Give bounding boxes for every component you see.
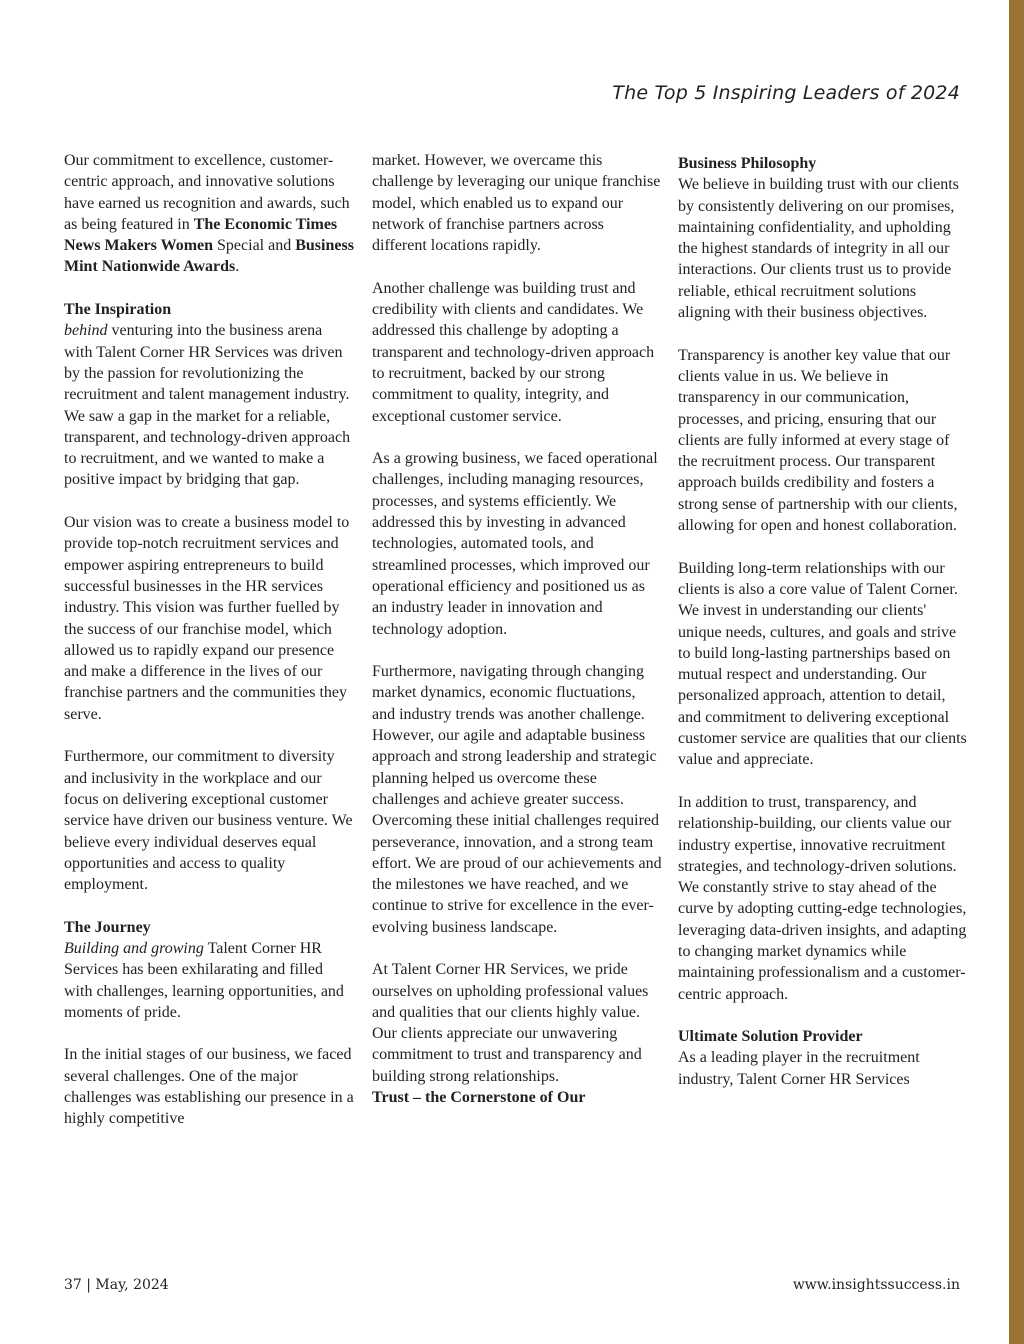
heading-ultimate: Ultimate Solution Provider — [678, 1028, 863, 1046]
paragraph-awards: Our commitment to excellence, customer-centric approach, and innovative solutions have earned us recognition and awards, such as being featured in The Economic Times News Makers Women Special and Business Mint Nationwide Awards. — [64, 152, 354, 276]
page-number: 37 | May, 2024 — [64, 1277, 169, 1293]
paragraph-market-dynamics: Furthermore, navigating through changing market dynamics, economic fluctuations, and industry trends was another challenge. However, our agile and adaptable business approach and strong leadership and strategic planning helped us overcome these challenges and achieve greater success. Overcoming these initial challenges required perseverance, innovation, and a strong team effort. We are proud of our achievements and the milestones we have reached, and we continue to strive for excellence in the ever-evolving business landscape. — [372, 663, 662, 936]
paragraph-values: At Talent Corner HR Services, we pride ourselves on upholding professional values and qualities that our clients highly value. Our clients appreciate our unwavering commitment to trust and transparency and building strong relationships. Trust – the Cornerstone of Our — [372, 961, 649, 1107]
heading-inspiration: The Inspiration — [64, 301, 172, 319]
paragraph-transparency: Transparency is another key value that our clients value in us. We believe in transparency in our communication, processes, and pricing, ensuring that our clients are fully informed at every stage of the recruitment process. Our transparent approach builds credibility and fosters a strong sense of partnership with our clients, allowing for open and honest collaboration. — [678, 346, 958, 535]
heading-journey: The Journey — [64, 918, 151, 936]
column-1 — [64, 150, 354, 1151]
section-journey: The Journey Building and growing Talent Corner HR Services has been exhilarating and filled with challenges, learning opportunities, and moments of pride. — [64, 918, 344, 1021]
paragraph-expertise: In addition to trust, transparency, and relationship-building, our clients value our industry expertise, innovative recruitment strategies, and technology-driven solutions. We constantly strive to stay ahead of the curve by adopting cutting-edge technologies, leveraging data-driven insights, and adapting to changing market dynamics while maintaining professionalism and a customer-centric approach. — [678, 793, 967, 1003]
running-title: The Top 5 Inspiring Leaders of 2024 — [612, 82, 960, 104]
paragraph-diversity: Furthermore, our commitment to diversity and inclusivity in the workplace and our focus on delivering exceptional customer service have driven our business venture. We believe every individual deserves equal opportunities and access to quality employment. — [64, 748, 353, 894]
heading-trust: Trust – the Cornerstone of Our — [372, 1089, 586, 1107]
section-ultimate: Ultimate Solution Provider As a leading player in the recruitment industry, Talent Corner HR Services — [678, 1028, 920, 1088]
paragraph-relationships: Building long-term relationships with our clients is also a core value of Talent Corner. We invest in understanding our clients' unique needs, cultures, and goals and strive to build long-lasting partnerships based on mutual respect and understanding. Our personalized approach, attention to detail, and commitment to delivering exceptional customer service are qualities that our clients value and appreciate. — [678, 559, 967, 769]
paragraph-operational: As a growing business, we faced operational challenges, including managing resources, processes, and systems efficiently. We addressed this by investing in advanced technologies, automated tools, and streamlined processes, which improved our operational efficiency and positioned us as an industry leader in innovation and technology adoption. — [372, 450, 658, 638]
heading-philosophy: Business Philosophy — [678, 155, 817, 172]
paragraph-vision: Our vision was to create a business model to provide top-notch recruitment services and empower aspiring entrepreneurs to build successful businesses in the HR services industry. This vision was further fuelled by the success of our franchise model, which allowed us to rapidly expand our presence and make a difference in the lives of our franchise partners and the communities they serve. — [64, 514, 350, 723]
paragraph-initial-stages: In the initial stages of our business, we faced several challenges. One of the major challenges was establishing our presence in a highly competitive — [64, 1046, 354, 1128]
website-link[interactable]: www.insightssuccess.in — [792, 1277, 960, 1293]
column-2 — [372, 150, 662, 1130]
accent-side-bar — [1009, 0, 1024, 1344]
paragraph-franchise: market. However, we overcame this challenge by leveraging our unique franchise model, which enabled us to expand our network of franchise partners across different locations rapidly. — [372, 152, 661, 255]
section-philosophy: Business Philosophy We believe in building trust with our clients by consistently delivering on our promises, maintaining confidentiality, and upholding the highest standards of integrity in all our interactions. Our clients trust us to provide reliable, ethical recruitment solutions aligning with their business objectives. — [678, 155, 959, 322]
paragraph-trust-challenge: Another challenge was building trust and credibility with clients and candidates. We addressed this challenge by adopting a transparent and technology-driven approach to recruitment, backed by our strong commitment to quality, integrity, and exceptional customer service. — [372, 279, 655, 425]
section-inspiration: The Inspiration behind venturing into the business arena with Talent Corner HR Services was driven by the passion for revolutionizing the recruitment and talent management industry. We saw a gap in the market for a reliable, transparent, and technology-driven approach to recruitment, and we wanted to make a positive impact by bridging that gap. — [64, 301, 351, 489]
column-3 — [678, 153, 968, 1111]
